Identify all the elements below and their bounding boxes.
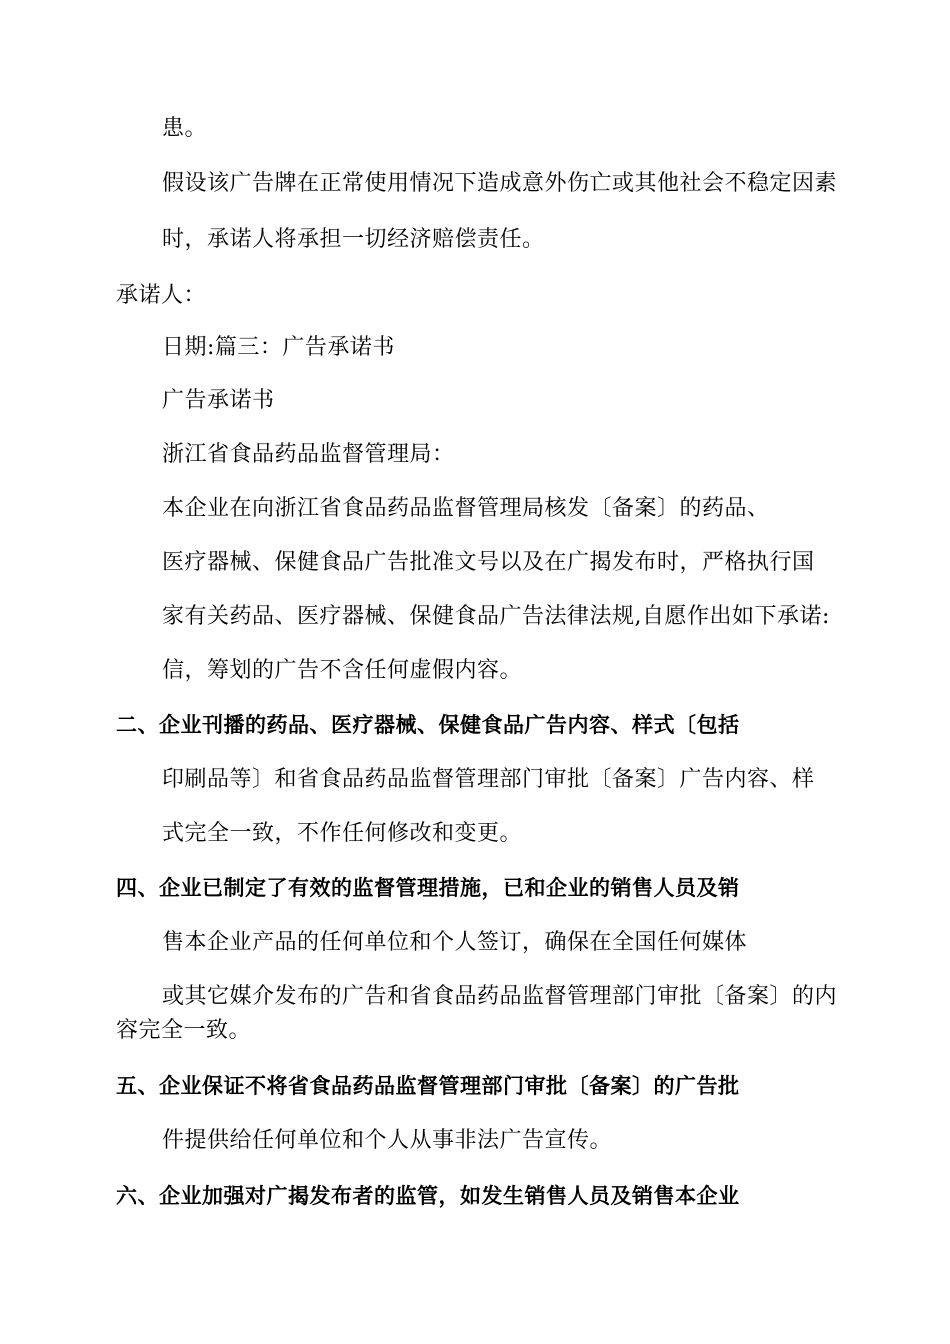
text-line: 时，承诺人将承担一切经济赔偿责任。 (162, 227, 545, 252)
section-heading-4: 四、企业已制定了有效的监督管理措施，已和企业的销售人员及销 (116, 876, 740, 900)
text-line: 浙江省食品药品监督管理局： (162, 442, 455, 467)
text-line: 容完全一致。 (116, 1018, 252, 1043)
text-line: 本企业在向浙江省食品药品监督管理局核发〔备案〕的药品、 (162, 496, 770, 521)
text-line: 件提供给任何单位和个人从事非法广告宣传。 (162, 1128, 613, 1153)
section-heading-2: 二、企业刊播的药品、医疗器械、保健食品广告内容、样式〔包括 (116, 713, 740, 737)
text-line: 印刷品等〕和省食品药品监督管理部门审批〔备案〕广告内容、样 (162, 767, 815, 792)
section-heading-6: 六、企业加强对广揭发布者的监管，如发生销售人员及销售本企业 (116, 1184, 740, 1208)
text-line: 售本企业产品的任何单位和个人签订，确保在全国任何媒体 (162, 930, 748, 955)
text-line: 家有关药品、医疗器械、保健食品广告法律法规,自愿作出如下承诺: (162, 604, 830, 629)
section-heading-5: 五、企业保证不将省食品药品监督管理部门审批〔备案〕的广告批 (116, 1074, 740, 1098)
text-line: 广告承诺书 (162, 388, 275, 413)
text-line: 信，筹划的广告不含任何虚假内容。 (162, 658, 523, 683)
text-line: 式完全一致，不作任何修改和变更。 (162, 821, 523, 846)
text-line: 医疗器械、保健食品广告批准文号以及在广揭发布时，严格执行国 (162, 550, 815, 575)
text-line: 承诺人： (116, 283, 207, 308)
text-line: 或其它媒介发布的广告和省食品药品监督管理部门审批〔备案〕的内 (162, 984, 838, 1009)
text-line: 假设该广告牌在正常使用情况下造成意外伤亡或其他社会不稳定因素 (162, 171, 838, 196)
text-line: 患。 (162, 116, 208, 141)
text-line: 日期:篇三：广告承诺书 (162, 335, 395, 360)
